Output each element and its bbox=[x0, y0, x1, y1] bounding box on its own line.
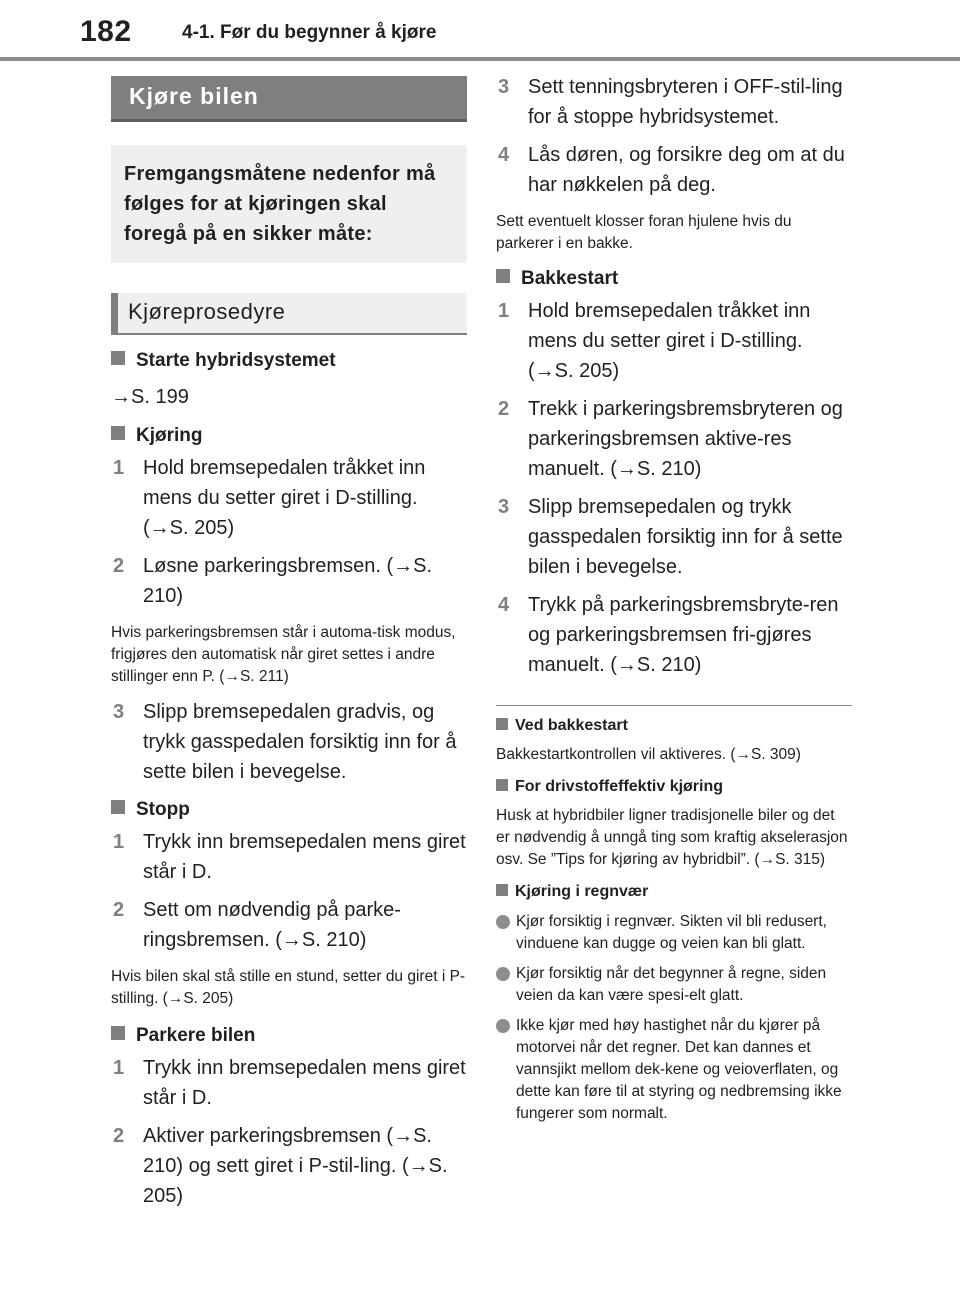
left-column bbox=[111, 76, 467, 1211]
heading-driving: Kjøring bbox=[111, 424, 467, 448]
note-heading-rain: Kjøring i regnvær bbox=[496, 881, 852, 903]
subsection-title: Kjøreprosedyre bbox=[111, 293, 467, 335]
heading-stop: Stopp bbox=[111, 798, 467, 822]
square-bullet-icon bbox=[111, 426, 125, 440]
step: 2 Sett om nødvendig på parke-ringsbremsen. (→S. 210) bbox=[113, 899, 401, 951]
square-bullet-icon bbox=[496, 884, 508, 896]
heading-park: Parkere bilen bbox=[111, 1024, 467, 1048]
note-text: Sett eventuelt klosser foran hjulene hvis du parkerer i en bakke. bbox=[496, 213, 792, 252]
square-bullet-icon bbox=[496, 718, 508, 730]
note-text: Husk at hybridbiler ligner tradisjonelle biler og det er nødvendig å unngå ting som kraftig akselerasjon osv. Se ”Tips for kjøring av hybridbil”. (→S. 315) bbox=[496, 807, 848, 868]
step: 2 Trekk i parkeringsbremsbryteren og parkeringsbremsen aktive-res manuelt. (→S. 210) bbox=[498, 398, 843, 480]
step: 3 Slipp bremsepedalen gradvis, og trykk gasspedalen forsiktig inn for å sette bilen i bevegelse. bbox=[113, 701, 457, 783]
page-number: 182 bbox=[80, 15, 132, 48]
chapter-title: Kjøre bilen bbox=[111, 76, 467, 122]
step: 1 Trykk inn bremsepedalen mens giret står i D. bbox=[113, 1057, 466, 1109]
square-bullet-icon bbox=[111, 1026, 125, 1040]
step: 2 Løsne parkeringsbremsen. (→S. 210) bbox=[113, 555, 433, 607]
step: 1 Hold bremsepedalen tråkket inn mens du setter giret i D-stilling. (→S. 205) bbox=[498, 300, 811, 382]
step: 3 Slipp bremsepedalen og trykk gasspedalen forsiktig inn for å sette bilen i bevegelse. bbox=[498, 496, 843, 578]
square-bullet-icon bbox=[111, 351, 125, 365]
step: 4 Lås døren, og forsikre deg om at du har nøkkelen på deg. bbox=[498, 144, 845, 196]
page-header bbox=[0, 0, 960, 64]
heading-hill-start: Bakkestart bbox=[496, 267, 852, 291]
step: 3 Sett tenningsbryteren i OFF-stil-ling for å stoppe hybridsystemet. bbox=[498, 76, 843, 128]
note-heading-eco: For drivstoffeffektiv kjøring bbox=[496, 776, 852, 798]
note-text: Bakkestartkontrollen vil aktiveres. (→S. 309) bbox=[496, 746, 801, 763]
bullet-item: Kjør forsiktig når det begynner å regne, siden veien da kan være spesi-elt glatt. bbox=[496, 963, 852, 1007]
header-rule bbox=[0, 57, 960, 61]
intro-box: Fremgangsmåtene nedenfor må følges for at kjøringen skal foregå på en sikker måte: bbox=[111, 145, 467, 263]
section-title: 4-1. Før du begynner å kjøre bbox=[182, 22, 437, 43]
bullet-item: Ikke kjør med høy hastighet når du kjører på motorvei når det regner. Det kan dannes et vannsjikt mellom dek-kene og veioverflaten, og dette kan føre til at styring og nedbremsing ikke fungerer som normalt. bbox=[496, 1015, 852, 1125]
square-bullet-icon bbox=[496, 779, 508, 791]
square-bullet-icon bbox=[496, 269, 510, 283]
step: 2 Aktiver parkeringsbremsen (→S. 210) og sett giret i P-stil-ling. (→S. 205) bbox=[113, 1125, 448, 1207]
round-bullet-icon bbox=[496, 915, 510, 929]
note-text: Hvis parkeringsbremsen står i automa-tisk modus, frigjøres den automatisk når giret settes i andre stillinger enn P. (→S. 211) bbox=[111, 624, 456, 685]
separator bbox=[496, 705, 852, 706]
step: 1 Trykk inn bremsepedalen mens giret står i D. bbox=[113, 831, 466, 883]
square-bullet-icon bbox=[111, 800, 125, 814]
note-heading-hill: Ved bakkestart bbox=[496, 715, 852, 737]
page-reference: →S. 199 bbox=[111, 386, 189, 408]
step: 4 Trykk på parkeringsbremsbryte-ren og parkeringsbremsen fri-gjøres manuelt. (→S. 210) bbox=[498, 594, 839, 676]
heading-start-hybrid: Starte hybridsystemet bbox=[111, 349, 467, 373]
note-text: Hvis bilen skal stå stille en stund, setter du giret i P-stilling. (→S. 205) bbox=[111, 968, 466, 1007]
round-bullet-icon bbox=[496, 1019, 510, 1033]
bullet-item: Kjør forsiktig i regnvær. Sikten vil bli redusert, vinduene kan dugge og veien kan bli glatt. bbox=[496, 911, 852, 955]
right-column bbox=[496, 72, 852, 1125]
step: 1 Hold bremsepedalen tråkket inn mens du setter giret i D-stilling. (→S. 205) bbox=[113, 457, 426, 539]
round-bullet-icon bbox=[496, 967, 510, 981]
